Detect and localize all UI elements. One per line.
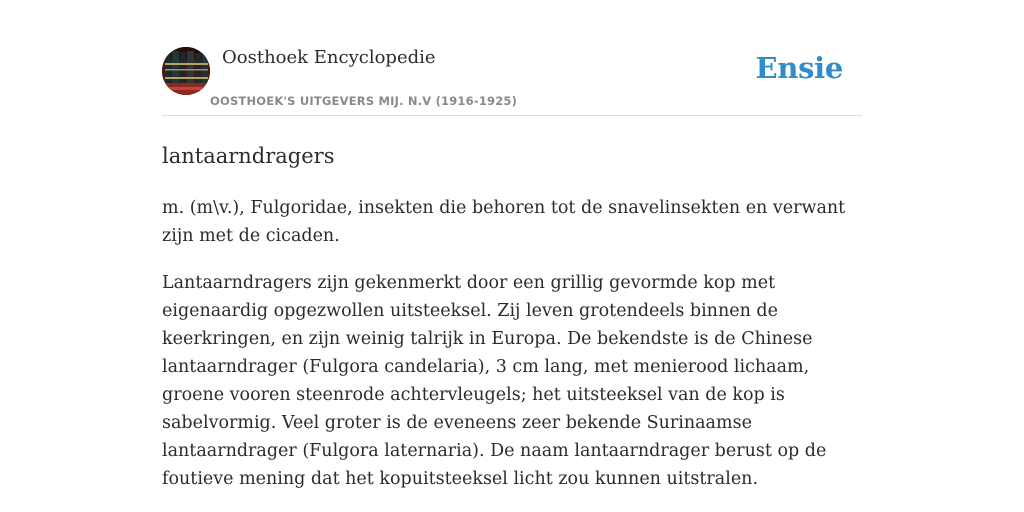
entry-body <box>162 194 862 493</box>
source-subtitle: OOSTHOEK'S UITGEVERS MIJ. N.V (1916-1925) <box>210 94 518 108</box>
source-header <box>162 40 862 116</box>
book-spines-icon[interactable] <box>162 47 210 95</box>
entry-card <box>162 40 862 493</box>
source-title[interactable]: Oosthoek Encyclopedie <box>222 47 436 68</box>
entry-paragraph: m. (m\v.), Fulgoridae, insekten die behoren tot de snavelinsekten en verwant zijn met de cicaden. <box>162 198 846 246</box>
entry-title: lantaarndragers <box>162 144 335 168</box>
entry-paragraph: Lantaarndragers zijn gekenmerkt door een grillig gevormde kop met eigenaardig opgezwollen uitsteeksel. Zij leven grotendeels binnen de keerkringen, en zijn weinig talrijk in Europa. De bekendste is de Chinese lantaarndrager (Fulgora candelaria), 3 cm lang, met menierood lichaam, groene vooren steenrode achtervleugels; het uitsteeksel van de kop is sabelvormig. Veel groter is de eveneens zeer bekende Surinaamse lantaarndrager (Fulgora laternaria). De naam lantaarndrager berust op de foutieve mening dat het kopuitsteeksel licht zou kunnen uitstralen. <box>162 273 827 489</box>
brand-logo[interactable]: Ensie <box>755 51 843 85</box>
